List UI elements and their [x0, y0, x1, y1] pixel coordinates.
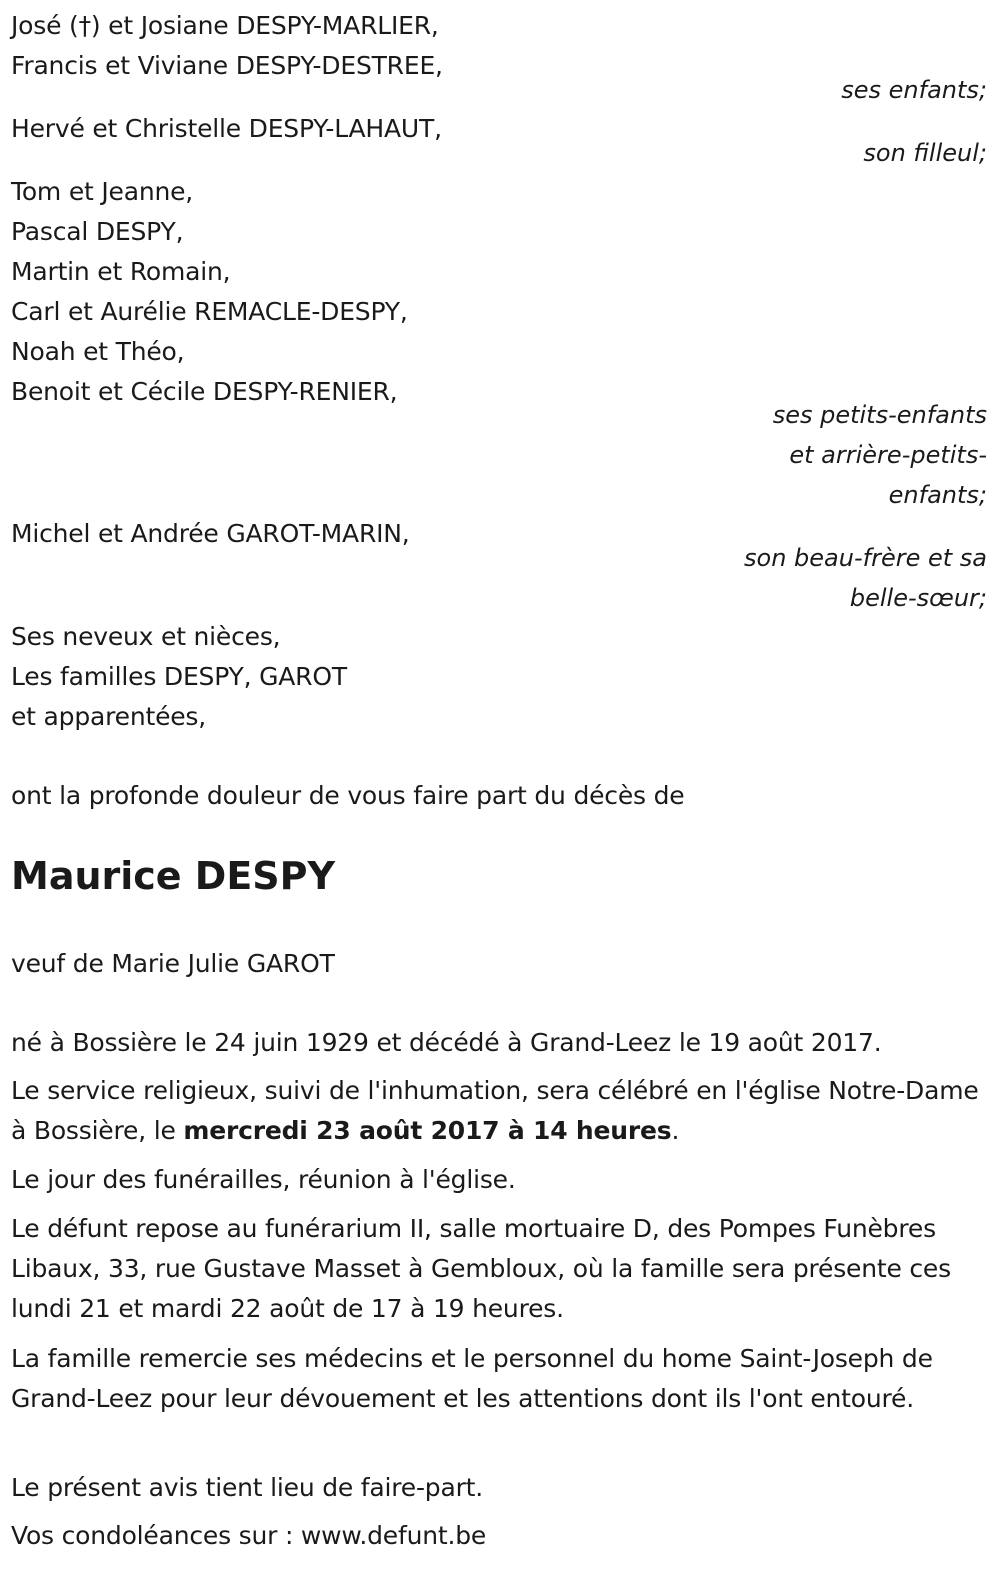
service-date: mercredi 23 août 2017 à 14 heures [183, 1116, 672, 1145]
grandchild-line-5: Noah et Théo, [11, 337, 185, 366]
service-end: . [671, 1116, 680, 1145]
service-paragraph [11, 1071, 986, 1151]
others-line-2: Les familles DESPY, GAROT [11, 662, 347, 691]
service-text: Le service religieux, suivi de l'inhumation, sera célébré en l'église Notre-Dame à Bossière, le [11, 1076, 979, 1145]
in-laws-role-line-2: belle-sœur; [849, 584, 987, 612]
announcement: ont la profonde douleur de vous faire part du décès de [11, 781, 685, 810]
others-line-3: et apparentées, [11, 702, 206, 731]
children-role: ses enfants; [841, 76, 987, 104]
meeting-line: Le jour des funérailles, réunion à l'église. [11, 1165, 516, 1194]
grandchildren-role-line-1: ses petits-enfants [772, 401, 987, 429]
rest-paragraph: Le défunt repose au funérarium II, salle mortuaire D, des Pompes Funèbres Libaux, 33, rue Gustave Masset à Gembloux, où la famille sera présente ces lundi 21 et mardi 22 août de 17 à 19 heures. [11, 1214, 951, 1323]
grandchildren-role-line-2: et arrière-petits- [789, 441, 987, 469]
in-laws-line: Michel et Andrée GAROT-MARIN, [11, 519, 410, 548]
notice-line: Le présent avis tient lieu de faire-part. [11, 1473, 484, 1502]
grandchild-line-6: Benoit et Cécile DESPY-RENIER, [11, 377, 398, 406]
others-line-1: Ses neveux et nièces, [11, 622, 281, 651]
grandchild-line-4: Carl et Aurélie REMACLE-DESPY, [11, 297, 408, 326]
grandchild-line-3: Martin et Romain, [11, 257, 231, 286]
birth-death-line: né à Bossière le 24 juin 1929 et décédé à Grand-Leez le 19 août 2017. [11, 1028, 882, 1057]
in-laws-role-line-1: son beau-frère et sa [744, 544, 987, 572]
godson-role: son filleul; [863, 139, 987, 167]
grandchild-line-2: Pascal DESPY, [11, 217, 184, 246]
condolences-line: Vos condoléances sur : www.defunt.be [11, 1521, 487, 1550]
deceased-name: Maurice DESPY [11, 854, 336, 898]
godson-line: Hervé et Christelle DESPY-LAHAUT, [11, 114, 442, 143]
widower-line: veuf de Marie Julie GAROT [11, 949, 335, 978]
family-children-line-2: Francis et Viviane DESPY-DESTREE, [11, 51, 443, 80]
grandchild-line-1: Tom et Jeanne, [11, 177, 194, 206]
family-children-line-1: José (†) et Josiane DESPY-MARLIER, [11, 11, 439, 40]
grandchildren-role-line-3: enfants; [888, 481, 987, 509]
thanks-paragraph: La famille remercie ses médecins et le personnel du home Saint-Joseph de Grand-Leez pour leur dévouement et les attentions dont ils l'ont entouré. [11, 1344, 933, 1413]
